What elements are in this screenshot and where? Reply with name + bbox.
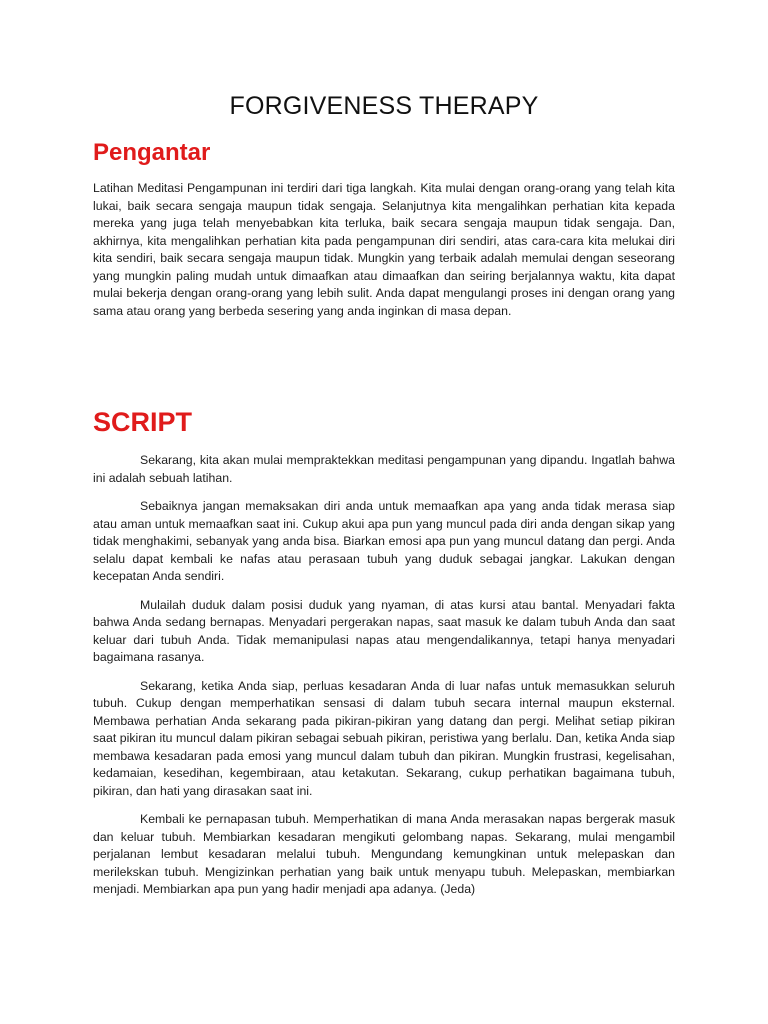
script-paragraph-2: Sebaiknya jangan memaksakan diri anda untuk memaafkan apa yang anda tidak merasa siap atau aman untuk memaafkan saat ini. Cukup akui apa pun yang muncul pada diri anda dengan sikap yang tidak menghakimi, sebanyak yang anda bisa. Biarkan emosi apa pun yang muncul datang dan pergi. Anda selalu dapat kembali ke nafas atau perasaan tubuh yang duduk sebagai jangkar. Lakukan dengan kecepatan Anda sendiri. [93,499,675,583]
intro-paragraph: Latihan Meditasi Pengampunan ini terdiri dari tiga langkah. Kita mulai dengan orang-orang yang telah kita lukai, baik secara sengaja maupun tidak sengaja. Selanjutnya kita mengalihkan perhatian kita kepada mereka yang juga telah menyebabkan kita terluka, baik secara sengaja maupun tidak sengaja. Dan, akhirnya, kita mengalihkan perhatian kita pada pengampunan diri sendiri, atas cara-cara kita melukai diri kita sendiri, baik secara sengaja maupun tidak. Mungkin yang terbaik adalah memulai dengan seseorang yang mungkin paling mudah untuk dimaafkan atau dimaafkan dan seiring berjalannya waktu, kita dapat mulai bekerja dengan orang-orang yang lebih sulit. Anda dapat mengulangi proses ini dengan orang yang sama atau orang yang berbeda sesering yang anda inginkan di masa depan. [93,181,675,318]
script-paragraph-1: Sekarang, kita akan mulai mempraktekkan meditasi pengampunan yang dipandu. Ingatlah bahwa ini adalah sebuah latihan. [93,453,675,485]
script-section [93,452,675,910]
document-title: FORGIVENESS THERAPY [229,92,539,120]
script-paragraph-5: Kembali ke pernapasan tubuh. Memperhatikan di mana Anda merasakan napas bergerak masuk dan keluar tubuh. Membiarkan kesadaran mengikuti gelombang napas. Sekarang, mulai mengambil perjalanan lembut kesadaran melalui tubuh. Mengundang kemungkinan untuk melepaskan dan merilekskan tubuh. Mengizinkan perhatian yang baik untuk menyapu tubuh. Melepaskan, membiarkan menjadi. Membiarkan apa pun yang hadir menjadi apa adanya. (Jeda) [93,812,675,896]
script-paragraph-3: Mulailah duduk dalam posisi duduk yang nyaman, di atas kursi atau bantal. Menyadari fakta bahwa Anda sedang bernapas. Menyadari pergerakan napas, saat masuk ke dalam tubuh Anda dan saat keluar dari tubuh Anda. Tidak memanipulasi napas atau mengendalikannya, tetapi hanya menyadari bagaimana rasanya. [93,597,675,664]
intro-heading: Pengantar [93,139,211,166]
intro-section [93,180,675,331]
script-heading: SCRIPT [93,407,193,437]
script-paragraph-4: Sekarang, ketika Anda siap, perluas kesadaran Anda di luar nafas untuk memasukkan seluruh tubuh. Cukup dengan memperhatikan sensasi di dalam tubuh secara internal maupun eksternal. Membawa perhatian Anda sekarang pada pikiran-pikiran yang datang dan pergi. Melihat setiap pikiran saat pikiran itu muncul dalam pikiran sebagai sebuah pikiran, peristiwa yang berlalu. Dan, ketika Anda siap membawa kesadaran pada emosi yang muncul dalam tubuh dan pikiran. Mungkin frustrasi, kegelisahan, kedamaian, kesedihan, kegembiraan, atau ketakutan. Sekarang, cukup perhatikan bagaimana tubuh, pikiran, dan hati yang dirasakan saat ini. [93,678,675,798]
